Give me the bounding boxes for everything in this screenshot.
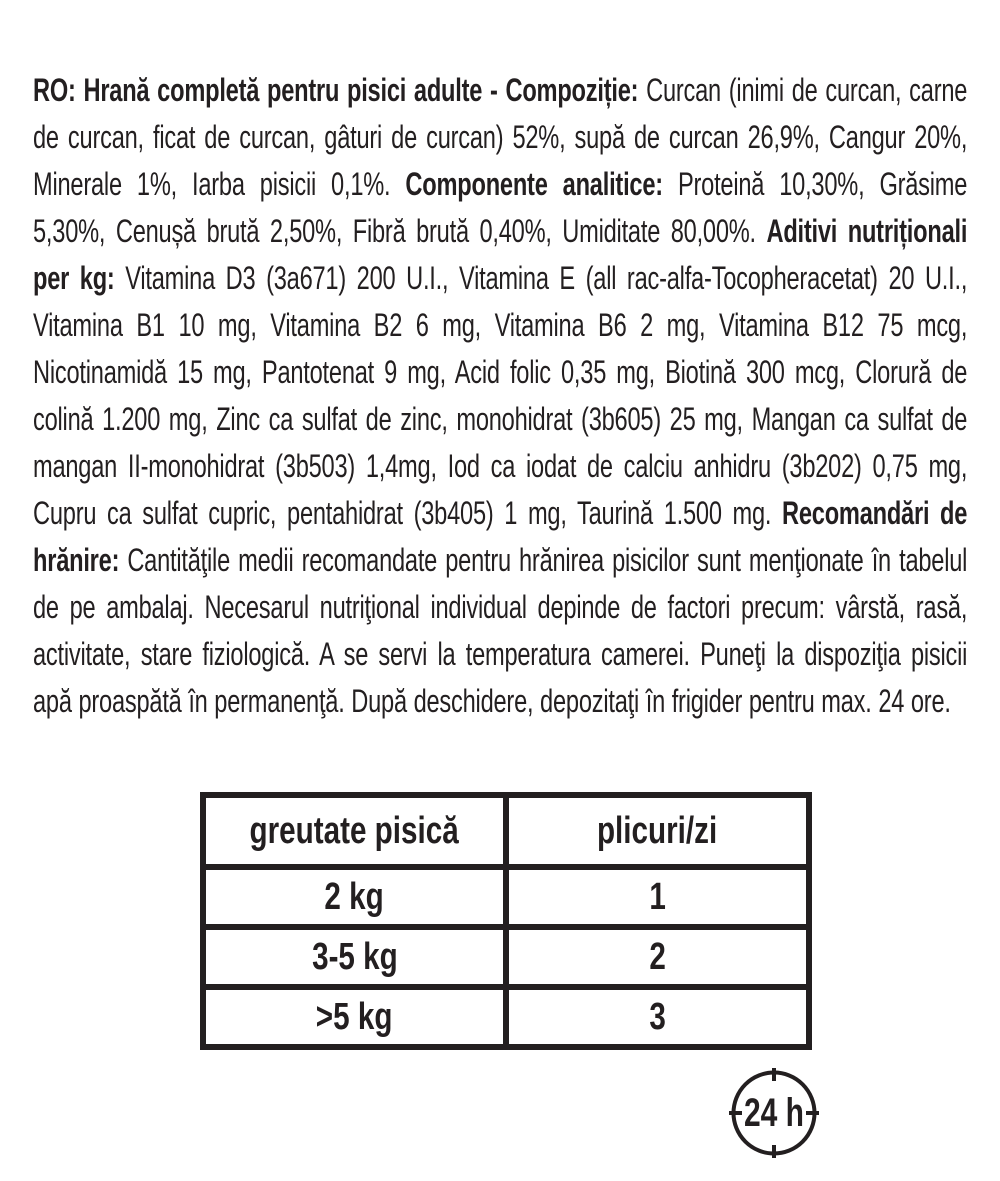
cell-weight (203, 927, 506, 987)
pouches-value: 3 (649, 995, 666, 1038)
additives-text: Vitamina D3 (3a671) 200 U.I., Vitamina E (all rac-alfa-Tocopheracetat) 20 U.I., Vitamina B1 10 mg, Vitamina B2 6 mg, Vitamina B6 2 mg, Vitamina B12 75 mcg, Nicotinamidă 15 mg, Pantotenat 9 mg, Acid folic 0,35 mg, Biotină 300 mcg, Clorură de colină 1.200 mg, Zinc ca sulfat de zinc, monohidrat (3b605) 25 mg, Mangan ca sulfat de mangan II-monohidrat (3b503) 1,4mg, Iod ca iodat de calciu anhidru (3b202) 0,75 mg, Cupru ca sulfat cupric, pentahidrat (3b405) 1 mg, Taurină 1.500 mg. (33, 259, 968, 531)
analytical-heading: Componente analitice: (405, 165, 678, 202)
cell-weight (203, 867, 506, 927)
analytical-text: Proteină 10,30%, Grăsime 5,30%, Cenușă brută 2,50%, Fibră brută 0,40%, Umiditate 80,00%. (33, 165, 968, 249)
header-cat-weight-label: greutate pisică (249, 809, 460, 852)
table-row (203, 987, 809, 1047)
feeding-table-header-row (203, 795, 809, 867)
composition-paragraph (33, 67, 967, 725)
cell-pouches (506, 987, 809, 1047)
composition-heading: RO: Hrană completă pentru pisici adulte - Compoziție: (33, 71, 647, 108)
clock-24h-label: 24 h (743, 1090, 805, 1135)
feeding-table (200, 792, 812, 1050)
header-cell-cat-weight (203, 795, 506, 867)
weight-value: 2 kg (324, 875, 385, 918)
header-cell-pouches-per-day (506, 795, 809, 867)
cell-weight (203, 987, 506, 1047)
table-row (203, 867, 809, 927)
additives-heading: Aditivi nutriționali per kg: (33, 212, 968, 296)
pouches-value: 2 (649, 935, 666, 978)
weight-value: 3-5 kg (311, 935, 398, 978)
header-pouches-label: plicuri/zi (597, 809, 718, 852)
feeding-recommend-text: Cantităţile medii recomandate pentru hrănirea pisicilor sunt menţionate în tabelul de pe ambalaj. Necesarul nutriţional individual depinde de factori precum: vârstă, rasă, activitate, stare fiziologică. A se servi la temperatura camerei. Puneţi la dispoziţia pisicii apă proaspătă în permanenţă. După deschidere, depozitaţi în frigider pentru max. 24 ore. (33, 541, 968, 719)
feeding-recommend-heading: Recomandări de hrănire: (33, 494, 968, 578)
table-row (203, 927, 809, 987)
pouches-value: 1 (649, 875, 666, 918)
cell-pouches (506, 867, 809, 927)
cell-pouches (506, 927, 809, 987)
weight-value: >5 kg (316, 995, 393, 1038)
composition-text: Curcan (inimi de curcan, carne de curcan, ficat de curcan, gâturi de curcan) 52%, supă de curcan 26,9%, Cangur 20%, Minerale 1%, Iarba pisicii 0,1%. (33, 71, 968, 202)
24h-clock-icon (729, 1068, 819, 1158)
